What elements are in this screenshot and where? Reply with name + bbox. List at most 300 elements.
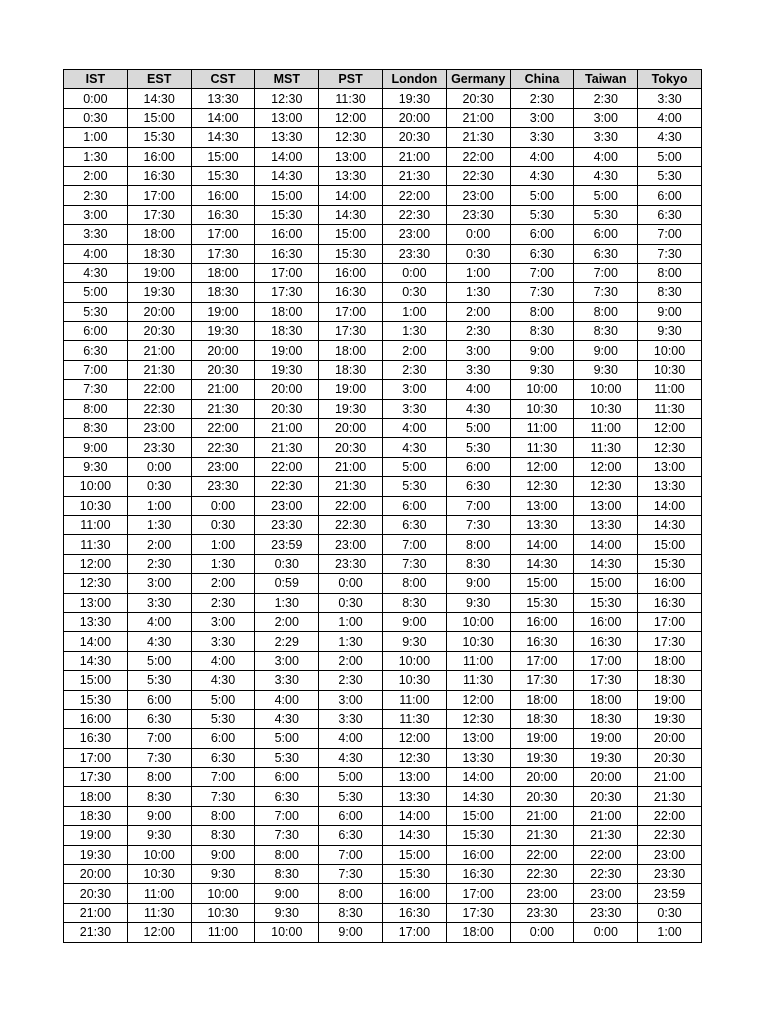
table-cell: 8:30 bbox=[191, 826, 255, 845]
table-cell: 9:30 bbox=[382, 632, 446, 651]
table-cell: 13:00 bbox=[64, 593, 128, 612]
table-cell: 20:30 bbox=[64, 884, 128, 903]
table-cell: 16:30 bbox=[638, 593, 702, 612]
table-row bbox=[64, 768, 702, 787]
table-cell: 8:00 bbox=[255, 845, 319, 864]
table-cell: 19:00 bbox=[574, 729, 638, 748]
table-cell: 6:30 bbox=[382, 515, 446, 534]
table-row bbox=[64, 166, 702, 185]
table-cell: 21:30 bbox=[382, 166, 446, 185]
table-cell: 20:00 bbox=[64, 865, 128, 884]
table-cell: 4:30 bbox=[510, 166, 574, 185]
table-cell: 21:30 bbox=[191, 399, 255, 418]
table-row bbox=[64, 806, 702, 825]
table-cell: 13:30 bbox=[191, 89, 255, 108]
table-cell: 4:00 bbox=[446, 380, 510, 399]
table-cell: 19:30 bbox=[127, 283, 191, 302]
table-cell: 2:00 bbox=[446, 302, 510, 321]
table-cell: 9:30 bbox=[510, 360, 574, 379]
table-row bbox=[64, 205, 702, 224]
table-cell: 10:00 bbox=[127, 845, 191, 864]
table-row bbox=[64, 302, 702, 321]
table-cell: 14:30 bbox=[446, 787, 510, 806]
table-cell: 10:30 bbox=[191, 903, 255, 922]
table-cell: 18:00 bbox=[64, 787, 128, 806]
table-cell: 16:00 bbox=[255, 225, 319, 244]
table-cell: 0:30 bbox=[382, 283, 446, 302]
table-cell: 16:00 bbox=[127, 147, 191, 166]
table-cell: 8:30 bbox=[638, 283, 702, 302]
table-cell: 3:30 bbox=[574, 128, 638, 147]
table-cell: 19:00 bbox=[319, 380, 383, 399]
table-cell: 1:00 bbox=[191, 535, 255, 554]
table-row bbox=[64, 612, 702, 631]
table-cell: 5:30 bbox=[191, 709, 255, 728]
table-cell: 14:30 bbox=[64, 651, 128, 670]
table-cell: 20:30 bbox=[319, 438, 383, 457]
column-header-germany: Germany bbox=[446, 70, 510, 89]
table-cell: 7:30 bbox=[446, 515, 510, 534]
table-cell: 13:30 bbox=[574, 515, 638, 534]
table-cell: 5:30 bbox=[127, 671, 191, 690]
table-cell: 10:00 bbox=[64, 477, 128, 496]
table-cell: 3:30 bbox=[446, 360, 510, 379]
table-cell: 16:30 bbox=[319, 283, 383, 302]
table-cell: 23:30 bbox=[255, 515, 319, 534]
table-cell: 21:00 bbox=[191, 380, 255, 399]
table-cell: 4:30 bbox=[255, 709, 319, 728]
table-cell: 1:00 bbox=[64, 128, 128, 147]
table-cell: 14:30 bbox=[574, 554, 638, 573]
table-cell: 21:30 bbox=[127, 360, 191, 379]
table-cell: 3:00 bbox=[319, 690, 383, 709]
table-cell: 14:00 bbox=[510, 535, 574, 554]
table-cell: 18:00 bbox=[638, 651, 702, 670]
table-row bbox=[64, 108, 702, 127]
table-cell: 12:00 bbox=[510, 457, 574, 476]
table-cell: 3:30 bbox=[510, 128, 574, 147]
table-cell: 12:30 bbox=[255, 89, 319, 108]
table-row bbox=[64, 186, 702, 205]
table-cell: 8:00 bbox=[127, 768, 191, 787]
table-cell: 22:30 bbox=[446, 166, 510, 185]
table-cell: 15:00 bbox=[191, 147, 255, 166]
table-row bbox=[64, 89, 702, 108]
table-cell: 6:00 bbox=[319, 806, 383, 825]
table-cell: 7:00 bbox=[446, 496, 510, 515]
table-cell: 1:30 bbox=[127, 515, 191, 534]
table-cell: 16:00 bbox=[638, 574, 702, 593]
table-cell: 11:00 bbox=[574, 419, 638, 438]
table-cell: 6:30 bbox=[319, 826, 383, 845]
table-cell: 12:00 bbox=[446, 690, 510, 709]
table-cell: 8:30 bbox=[382, 593, 446, 612]
table-cell: 16:00 bbox=[382, 884, 446, 903]
table-cell: 5:00 bbox=[382, 457, 446, 476]
table-cell: 20:30 bbox=[510, 787, 574, 806]
table-cell: 7:00 bbox=[64, 360, 128, 379]
table-cell: 0:00 bbox=[319, 574, 383, 593]
table-cell: 17:30 bbox=[191, 244, 255, 263]
table-cell: 21:30 bbox=[638, 787, 702, 806]
table-cell: 19:00 bbox=[638, 690, 702, 709]
table-cell: 22:00 bbox=[382, 186, 446, 205]
table-row bbox=[64, 322, 702, 341]
table-cell: 7:30 bbox=[574, 283, 638, 302]
table-cell: 20:00 bbox=[319, 419, 383, 438]
table-cell: 18:30 bbox=[127, 244, 191, 263]
table-cell: 14:00 bbox=[319, 186, 383, 205]
table-cell: 22:30 bbox=[382, 205, 446, 224]
table-cell: 4:30 bbox=[446, 399, 510, 418]
table-cell: 15:30 bbox=[510, 593, 574, 612]
table-cell: 7:00 bbox=[382, 535, 446, 554]
table-cell: 14:30 bbox=[510, 554, 574, 573]
table-cell: 22:00 bbox=[127, 380, 191, 399]
table-cell: 14:00 bbox=[191, 108, 255, 127]
table-cell: 19:30 bbox=[255, 360, 319, 379]
table-cell: 20:00 bbox=[382, 108, 446, 127]
table-row bbox=[64, 399, 702, 418]
table-cell: 4:30 bbox=[127, 632, 191, 651]
table-cell: 6:30 bbox=[64, 341, 128, 360]
table-cell: 4:00 bbox=[255, 690, 319, 709]
table-cell: 17:00 bbox=[191, 225, 255, 244]
table-cell: 13:00 bbox=[574, 496, 638, 515]
table-cell: 6:30 bbox=[446, 477, 510, 496]
table-cell: 6:30 bbox=[510, 244, 574, 263]
table-cell: 21:30 bbox=[510, 826, 574, 845]
table-cell: 13:30 bbox=[319, 166, 383, 185]
column-header-taiwan: Taiwan bbox=[574, 70, 638, 89]
table-cell: 11:30 bbox=[127, 903, 191, 922]
table-cell: 22:00 bbox=[446, 147, 510, 166]
table-cell: 4:30 bbox=[64, 263, 128, 282]
table-row bbox=[64, 457, 702, 476]
column-header-est: EST bbox=[127, 70, 191, 89]
table-cell: 4:30 bbox=[382, 438, 446, 457]
table-cell: 15:00 bbox=[510, 574, 574, 593]
table-cell: 3:30 bbox=[127, 593, 191, 612]
table-cell: 21:00 bbox=[319, 457, 383, 476]
table-cell: 12:30 bbox=[319, 128, 383, 147]
table-cell: 1:30 bbox=[446, 283, 510, 302]
table-cell: 23:30 bbox=[319, 554, 383, 573]
table-cell: 21:00 bbox=[382, 147, 446, 166]
table-cell: 5:30 bbox=[638, 166, 702, 185]
table-cell: 16:30 bbox=[446, 865, 510, 884]
table-row bbox=[64, 535, 702, 554]
table-cell: 18:30 bbox=[510, 709, 574, 728]
table-row bbox=[64, 574, 702, 593]
table-cell: 4:00 bbox=[382, 419, 446, 438]
table-cell: 5:00 bbox=[319, 768, 383, 787]
table-cell: 19:00 bbox=[127, 263, 191, 282]
table-cell: 15:00 bbox=[446, 806, 510, 825]
table-cell: 0:00 bbox=[64, 89, 128, 108]
header-row bbox=[64, 70, 702, 89]
table-cell: 22:30 bbox=[127, 399, 191, 418]
table-cell: 5:00 bbox=[255, 729, 319, 748]
table-cell: 5:00 bbox=[64, 283, 128, 302]
table-cell: 9:00 bbox=[255, 884, 319, 903]
table-cell: 0:00 bbox=[574, 923, 638, 942]
table-cell: 17:00 bbox=[127, 186, 191, 205]
table-cell: 9:30 bbox=[638, 322, 702, 341]
table-cell: 16:00 bbox=[446, 845, 510, 864]
table-row bbox=[64, 651, 702, 670]
table-cell: 11:30 bbox=[638, 399, 702, 418]
table-cell: 3:00 bbox=[64, 205, 128, 224]
table-cell: 4:00 bbox=[574, 147, 638, 166]
table-cell: 3:00 bbox=[446, 341, 510, 360]
table-cell: 19:30 bbox=[64, 845, 128, 864]
table-cell: 11:30 bbox=[510, 438, 574, 457]
table-cell: 19:30 bbox=[638, 709, 702, 728]
table-cell: 10:00 bbox=[638, 341, 702, 360]
table-cell: 16:30 bbox=[510, 632, 574, 651]
table-cell: 5:30 bbox=[510, 205, 574, 224]
table-cell: 21:30 bbox=[446, 128, 510, 147]
table-cell: 18:00 bbox=[574, 690, 638, 709]
table-cell: 2:30 bbox=[574, 89, 638, 108]
table-cell: 23:30 bbox=[510, 903, 574, 922]
table-cell: 7:00 bbox=[638, 225, 702, 244]
table-row bbox=[64, 884, 702, 903]
table-cell: 12:00 bbox=[382, 729, 446, 748]
table-cell: 5:30 bbox=[64, 302, 128, 321]
table-cell: 1:30 bbox=[319, 632, 383, 651]
table-cell: 4:00 bbox=[191, 651, 255, 670]
table-cell: 12:00 bbox=[127, 923, 191, 942]
table-cell: 10:00 bbox=[255, 923, 319, 942]
table-cell: 23:30 bbox=[574, 903, 638, 922]
table-cell: 21:30 bbox=[255, 438, 319, 457]
table-cell: 3:30 bbox=[255, 671, 319, 690]
table-cell: 6:30 bbox=[255, 787, 319, 806]
table-cell: 4:30 bbox=[319, 748, 383, 767]
table-row bbox=[64, 438, 702, 457]
table-cell: 6:00 bbox=[510, 225, 574, 244]
table-row bbox=[64, 903, 702, 922]
table-cell: 20:30 bbox=[638, 748, 702, 767]
table-cell: 16:00 bbox=[319, 263, 383, 282]
table-cell: 3:00 bbox=[510, 108, 574, 127]
table-cell: 6:00 bbox=[638, 186, 702, 205]
table-cell: 19:00 bbox=[510, 729, 574, 748]
table-cell: 17:00 bbox=[319, 302, 383, 321]
table-cell: 9:00 bbox=[446, 574, 510, 593]
table-cell: 22:30 bbox=[638, 826, 702, 845]
table-cell: 17:30 bbox=[319, 322, 383, 341]
table-cell: 10:30 bbox=[64, 496, 128, 515]
table-cell: 2:00 bbox=[319, 651, 383, 670]
table-cell: 7:30 bbox=[382, 554, 446, 573]
table-cell: 1:00 bbox=[127, 496, 191, 515]
table-cell: 13:30 bbox=[638, 477, 702, 496]
table-cell: 18:00 bbox=[446, 923, 510, 942]
table-cell: 8:00 bbox=[191, 806, 255, 825]
table-cell: 9:30 bbox=[127, 826, 191, 845]
table-cell: 14:00 bbox=[638, 496, 702, 515]
table-cell: 12:30 bbox=[446, 709, 510, 728]
table-cell: 6:30 bbox=[127, 709, 191, 728]
table-cell: 3:00 bbox=[382, 380, 446, 399]
table-cell: 2:00 bbox=[64, 166, 128, 185]
table-row bbox=[64, 147, 702, 166]
table-row bbox=[64, 826, 702, 845]
table-cell: 21:00 bbox=[64, 903, 128, 922]
table-cell: 14:30 bbox=[319, 205, 383, 224]
table-cell: 0:30 bbox=[255, 554, 319, 573]
column-header-mst: MST bbox=[255, 70, 319, 89]
table-cell: 9:30 bbox=[574, 360, 638, 379]
table-row bbox=[64, 244, 702, 263]
table-cell: 15:30 bbox=[446, 826, 510, 845]
table-cell: 14:00 bbox=[64, 632, 128, 651]
table-cell: 7:30 bbox=[191, 787, 255, 806]
table-cell: 10:00 bbox=[510, 380, 574, 399]
table-cell: 23:00 bbox=[638, 845, 702, 864]
table-cell: 15:30 bbox=[382, 865, 446, 884]
table-row bbox=[64, 419, 702, 438]
table-cell: 19:30 bbox=[191, 322, 255, 341]
table-cell: 5:00 bbox=[510, 186, 574, 205]
table-cell: 17:00 bbox=[64, 748, 128, 767]
table-cell: 10:30 bbox=[574, 399, 638, 418]
table-cell: 17:30 bbox=[638, 632, 702, 651]
table-cell: 9:30 bbox=[446, 593, 510, 612]
table-cell: 2:30 bbox=[64, 186, 128, 205]
table-cell: 8:00 bbox=[638, 263, 702, 282]
table-cell: 15:00 bbox=[127, 108, 191, 127]
table-cell: 2:30 bbox=[510, 89, 574, 108]
table-cell: 14:30 bbox=[638, 515, 702, 534]
table-cell: 2:30 bbox=[127, 554, 191, 573]
table-cell: 4:00 bbox=[638, 108, 702, 127]
table-body bbox=[64, 89, 702, 942]
table-cell: 7:00 bbox=[319, 845, 383, 864]
table-cell: 19:00 bbox=[64, 826, 128, 845]
table-row bbox=[64, 923, 702, 942]
table-cell: 7:00 bbox=[574, 263, 638, 282]
table-cell: 16:30 bbox=[127, 166, 191, 185]
table-cell: 9:30 bbox=[255, 903, 319, 922]
table-cell: 1:30 bbox=[255, 593, 319, 612]
table-cell: 17:30 bbox=[446, 903, 510, 922]
table-cell: 7:00 bbox=[191, 768, 255, 787]
table-cell: 17:30 bbox=[255, 283, 319, 302]
table-cell: 11:30 bbox=[446, 671, 510, 690]
table-cell: 9:00 bbox=[191, 845, 255, 864]
table-cell: 6:00 bbox=[191, 729, 255, 748]
table-cell: 20:00 bbox=[255, 380, 319, 399]
table-cell: 23:59 bbox=[638, 884, 702, 903]
table-cell: 6:00 bbox=[382, 496, 446, 515]
table-cell: 14:00 bbox=[446, 768, 510, 787]
table-cell: 13:00 bbox=[510, 496, 574, 515]
table-cell: 23:30 bbox=[191, 477, 255, 496]
table-cell: 15:00 bbox=[319, 225, 383, 244]
table-cell: 12:30 bbox=[64, 574, 128, 593]
table-cell: 13:30 bbox=[446, 748, 510, 767]
table-cell: 7:30 bbox=[64, 380, 128, 399]
table-row bbox=[64, 554, 702, 573]
table-cell: 9:00 bbox=[127, 806, 191, 825]
table-row bbox=[64, 671, 702, 690]
table-cell: 3:00 bbox=[127, 574, 191, 593]
table-cell: 15:00 bbox=[574, 574, 638, 593]
table-row bbox=[64, 380, 702, 399]
table-cell: 2:30 bbox=[191, 593, 255, 612]
table-cell: 12:00 bbox=[64, 554, 128, 573]
table-cell: 8:00 bbox=[446, 535, 510, 554]
table-cell: 18:30 bbox=[574, 709, 638, 728]
table-cell: 14:30 bbox=[191, 128, 255, 147]
table-cell: 12:30 bbox=[382, 748, 446, 767]
table-cell: 15:30 bbox=[255, 205, 319, 224]
table-cell: 10:00 bbox=[446, 612, 510, 631]
table-cell: 7:30 bbox=[638, 244, 702, 263]
table-cell: 23:00 bbox=[191, 457, 255, 476]
table-cell: 15:30 bbox=[191, 166, 255, 185]
table-cell: 15:30 bbox=[638, 554, 702, 573]
table-cell: 10:30 bbox=[382, 671, 446, 690]
table-cell: 23:30 bbox=[382, 244, 446, 263]
table-cell: 17:00 bbox=[382, 923, 446, 942]
table-row bbox=[64, 748, 702, 767]
table-cell: 21:00 bbox=[255, 419, 319, 438]
table-cell: 18:00 bbox=[319, 341, 383, 360]
table-cell: 3:30 bbox=[64, 225, 128, 244]
table-cell: 6:00 bbox=[574, 225, 638, 244]
table-cell: 8:00 bbox=[64, 399, 128, 418]
table-row bbox=[64, 787, 702, 806]
table-cell: 3:00 bbox=[191, 612, 255, 631]
table-cell: 9:00 bbox=[64, 438, 128, 457]
table-cell: 23:00 bbox=[510, 884, 574, 903]
table-cell: 6:00 bbox=[64, 322, 128, 341]
table-row bbox=[64, 690, 702, 709]
table-cell: 18:30 bbox=[319, 360, 383, 379]
table-cell: 22:00 bbox=[574, 845, 638, 864]
table-cell: 7:00 bbox=[255, 806, 319, 825]
table-cell: 12:30 bbox=[510, 477, 574, 496]
table-row bbox=[64, 283, 702, 302]
column-header-tokyo: Tokyo bbox=[638, 70, 702, 89]
table-row bbox=[64, 341, 702, 360]
table-cell: 11:00 bbox=[638, 380, 702, 399]
table-cell: 6:00 bbox=[446, 457, 510, 476]
column-header-cst: CST bbox=[191, 70, 255, 89]
table-cell: 15:00 bbox=[638, 535, 702, 554]
table-cell: 4:30 bbox=[191, 671, 255, 690]
table-cell: 15:30 bbox=[64, 690, 128, 709]
table-cell: 14:00 bbox=[382, 806, 446, 825]
table-cell: 4:30 bbox=[574, 166, 638, 185]
table-row bbox=[64, 865, 702, 884]
table-cell: 2:30 bbox=[446, 322, 510, 341]
table-row bbox=[64, 263, 702, 282]
table-cell: 20:30 bbox=[382, 128, 446, 147]
table-cell: 1:30 bbox=[191, 554, 255, 573]
table-row bbox=[64, 632, 702, 651]
table-cell: 21:00 bbox=[510, 806, 574, 825]
table-cell: 23:00 bbox=[574, 884, 638, 903]
table-cell: 12:00 bbox=[638, 419, 702, 438]
table-cell: 6:00 bbox=[127, 690, 191, 709]
table-cell: 9:00 bbox=[382, 612, 446, 631]
